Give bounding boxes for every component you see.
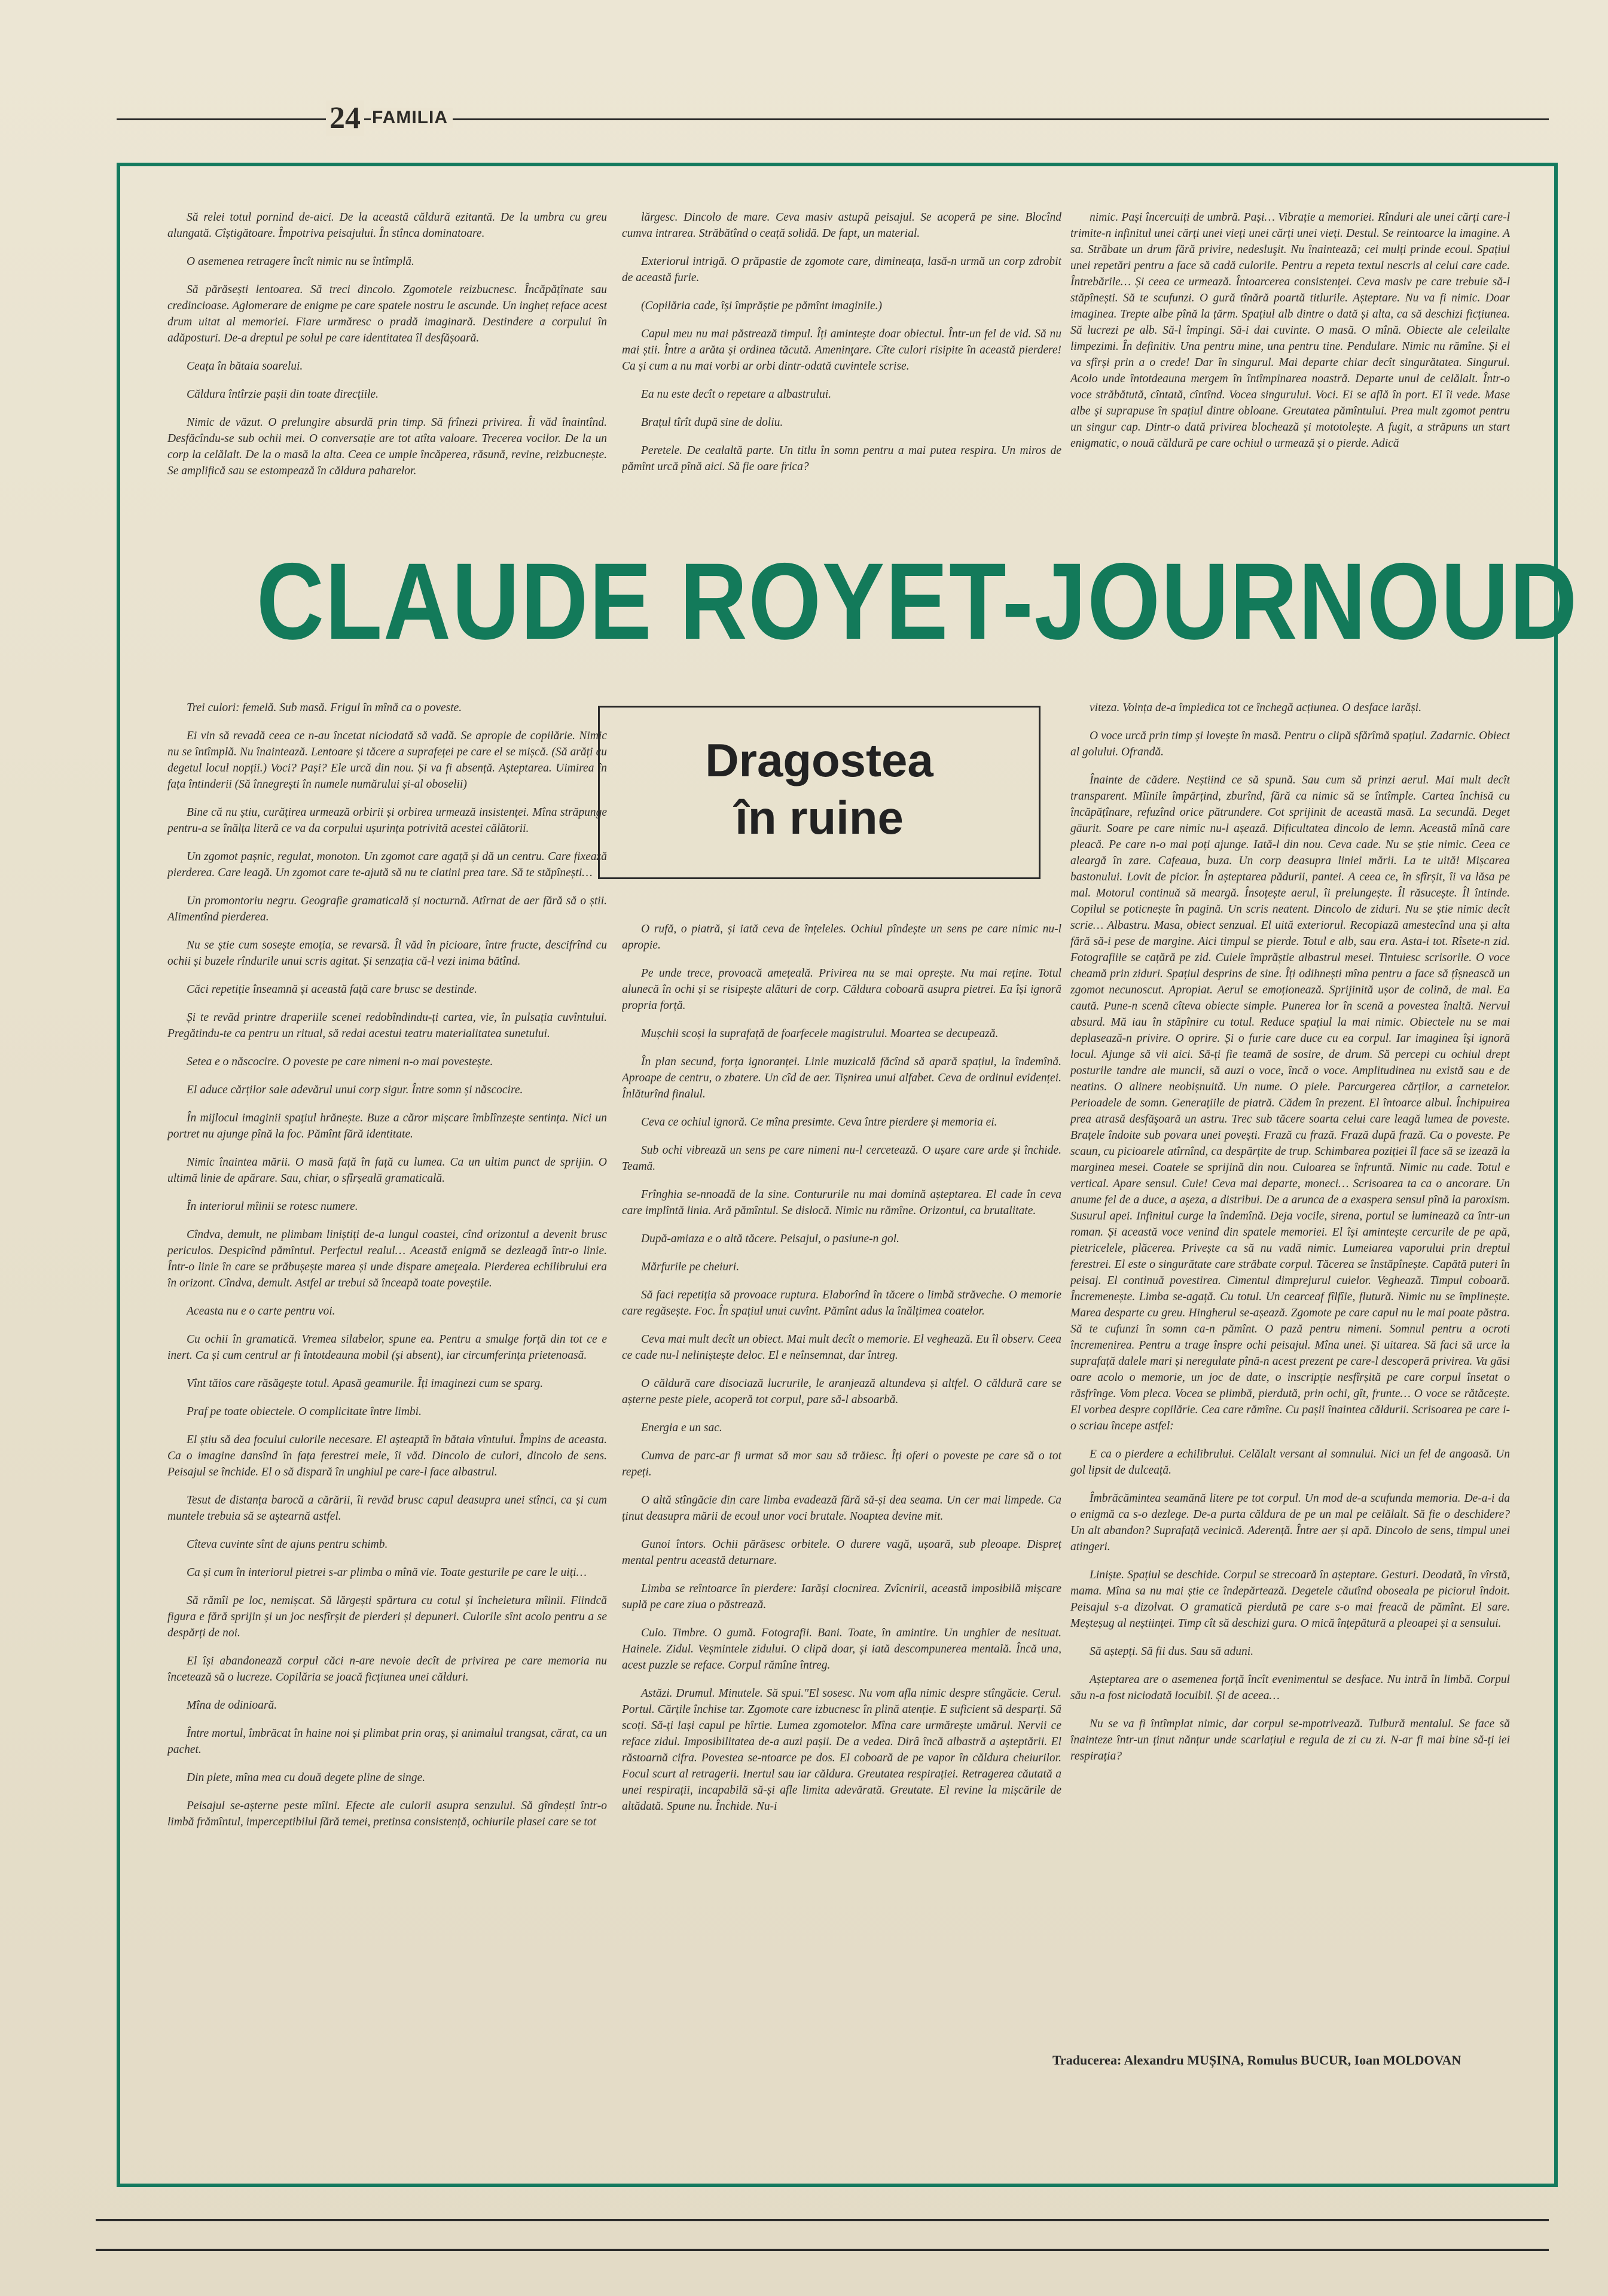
paragraph: Nimic înaintea mării. O masă față în față cu lumea. Ca un ultim punct de sprijin. O ultimă linie de apărare. Sau, chiar, o sfîrșeală gramaticală. <box>167 1156 607 1185</box>
paragraph: (Copilăria cade, își împrăștie pe pămînt imaginile.) <box>641 300 882 312</box>
paragraph: După-amiaza e o altă tăcere. Peisajul, o pasiune-n gol. <box>641 1233 900 1245</box>
paragraph: Capul meu nu mai păstrează timpul. Îți amintește doar obiectul. Într-un fel de vid. Să nu mai știi. Între a arăta și ordinea tăcută. Ameninţare. Cîte culori risipite în această pierdere! Ca și cum a nu mai vorbi ar orbi dintr-odată cuvintele scrise. <box>622 328 1061 373</box>
paragraph: Exteriorul intrigă. O prăpastie de zgomote care, dimineața, lasă-n urmă un corp zdrobit de această furie. <box>622 255 1061 284</box>
paragraph: O asemenea retragere încît nimic nu se întîmplă. <box>187 255 414 268</box>
paragraph: Să părăsești lentoarea. Să treci dincolo. Zgomotele reizbucnesc. Încăpățînate sau credincioase. Aglomerare de enigme pe care spatele nostru le ascunde. Un ingheț reface acest drum uitat al memoriei. Fiare urmăresc o pradă imaginară. Destindere a corpului în adăposturi. De-a dreptul pe solul pe care identitatea îl desfășoară. <box>167 283 607 344</box>
paragraph: Să aștepți. Să fii dus. Sau să aduni. <box>1090 1645 1254 1658</box>
paragraph: Cu ochii în gramatică. Vremea silabelor, spune ea. Pentru a smulge forță din tot ce e inert. Ca și cum centrul ar fi întotdeauna mobil (și absent), iar circumferința prietenoasă. <box>167 1333 607 1362</box>
paragraph: viteza. Voința de-a împiedica tot ce închegă acțiunea. O desface iarăși. <box>1090 702 1422 714</box>
top-column-3 <box>1070 209 1510 520</box>
paragraph: Brațul tîrît după sine de doliu. <box>641 416 783 429</box>
paragraph: Pe unde trece, provoacă amețeală. Privirea nu se mai oprește. Nu mai reține. Totul alunecă în ochi și se risipește alături de corp. Căldura coboară asupra pietrei. Ea își ignoră propria forță. <box>622 967 1061 1012</box>
poem-title-line-1: Dragostea <box>705 734 933 786</box>
bottom-column-3 <box>1070 700 1510 2039</box>
page-number: 24 <box>326 100 364 136</box>
paragraph: Între mortul, îmbrăcat în haine noi și plimbat prin oraș, și animalul trangsat, cărat, ca un pachet. <box>167 1727 607 1756</box>
paragraph: Peisajul se-așterne peste mîini. Efecte ale culorii asupra senzului. Să gîndești într-o limbă frămîntul, imperceptibilul fără temei, pretinsa consistență, ochiurile plasei care se tot <box>167 1800 607 1828</box>
journal-name: FAMILIA <box>371 108 453 128</box>
bottom-column-1 <box>167 700 607 2069</box>
paragraph: Ei vin să revadă ceea ce n-au încetat niciodată să vadă. Se apropie de copilărie. Nimic nu se întîmplă. Nu înaintează. Lentoare și tăcere a suprafeței pe care el se mișcă. (Să arăți cu degetul locul nopții.) Voci? Pași? Ele urcă din nou. Și va fi absență. Așteptarea. Uimirea în fața întinderii (Să înnegrești în numele numărului și-al oboselii) <box>167 730 607 791</box>
paragraph: El aduce cărților sale adevărul unui corp sigur. Între somn și născocire. <box>187 1084 523 1096</box>
author-title: CLAUDE ROYET-JOURNOUD <box>256 540 1579 662</box>
paragraph: Cumva de parc-ar fi urmat să mor sau să trăiesc. Îți oferi o poveste pe care să o tot repeți. <box>622 1450 1061 1478</box>
paragraph: Praf pe toate obiectele. O complicitate între limbi. <box>187 1405 422 1418</box>
paragraph: O rufă, o piatră, și iată ceva de înțeleles. Ochiul pîndește un sens pe care nimic nu-l apropie. <box>622 923 1061 952</box>
translation-credit: Traducerea: Alexandru MUȘINA, Romulus BUCUR, Ioan MOLDOVAN <box>1052 2053 1461 2068</box>
paragraph: Energia e un sac. <box>641 1422 722 1434</box>
paragraph: În interiorul mîinii se rotesc numere. <box>187 1200 358 1213</box>
paragraph: Să faci repetiția să provoace ruptura. Elaborînd în tăcere o limbă străveche. O memorie care regăsește. Foc. În spațiul unui cuvînt. Pămînt adus la înălțimea coatelor. <box>622 1289 1061 1318</box>
paragraph: Un zgomot pașnic, regulat, monoton. Un zgomot care agață și dă un centru. Care fixează pierderea. Care leagă. Un zgomot care te-ajută să nu te clatini prea tare. Să te stăpînești… <box>167 850 607 879</box>
paragraph: Gunoi întors. Ochii părăsesc orbitele. O durere vagă, ușoară, sub pleoape. Dispreț mental pentru această deturnare. <box>622 1538 1061 1567</box>
paragraph: Mușchii scoși la suprafață de foarfecele magistrului. Moartea se decupează. <box>641 1027 999 1040</box>
paragraph: Ea nu este decît o repetare a albastrului. <box>641 388 832 401</box>
paragraph: El își abandonează corpul căci n-are nevoie decît de privirea pe care memoria nu încetează să o lucreze. Copilăria se joacă ficțiunea unei călduri. <box>167 1655 607 1684</box>
top-column-2 <box>622 209 1061 520</box>
paragraph: O căldură care disociază lucrurile, le aranjează altundeva și altfel. O căldură care se așterne peste piele, acoperă tot corpul, pare să-l absoarbă. <box>622 1377 1061 1406</box>
paragraph: O voce urcă prin timp și lovește în masă. Pentru o clipă sfărîmă spațiul. Zadarnic. Obiect al golului. Ofrandă. <box>1070 730 1510 758</box>
bottom-column-2 <box>622 921 1061 2093</box>
paragraph: O altă stîngăcie din care limba evadează fără să-și dea seama. Un cer mai limpede. Ca ținut deasupra mării de ecoul unor voci brutale. Noaptea devine mit. <box>622 1494 1061 1523</box>
poem-title-line-2: în ruine <box>735 791 904 844</box>
paragraph: Un promontoriu negru. Geografie gramaticală și nocturnă. Atîrnat de aer fără să o știi. Alimentînd pierderea. <box>167 895 607 923</box>
top-column-1 <box>167 209 607 520</box>
paragraph: Să rămîi pe loc, nemișcat. Să lărgești spărtura cu cotul și încheietura mîinii. Fiindcă figura e fără sprijin și un joc nesfîrșit de pierderi și depuneri. Culorile sînt acolo pentru a se despărți de noi. <box>167 1594 607 1639</box>
paragraph: nimic. Pași încercuiți de umbră. Pași… Vibrație a memoriei. Rînduri ale unei cărți care-l trimite-n infinitul unei cărți unei vieți unei cărți unei vieți. Destul. Se reintoarce la imagine. A sa. Străbate un drum fără privire, nedesluşit. Nu înaintează; cei mulți prinde ecoul. Spațiul unei repetări pentru a face să cadă culorile. Pentru a repeta textul nescris al celui care cade. Întrebările… Și ceea ce urmează. Întoarcerea consistenței. Ceva masiv pe care trebuie să-l stăpînești. Să te scufunzi. O gură tînără poartă titlurile. Așteptare. Nu va fi nimic. Doar imaginea. Trepte albe pînă la țărm. Spațiul alb dintre o dată și alta, ca să deschizi ficțiunea. Să lucrezi pe alb. Să-l împingi. Să-i dai cuvinte. O masă. O mînă. Obiecte ale celeilalte limpezimi. În definitiv. Una pentru mine, una pentru tine. Pendulare. Nimic nu rămîne. Și el va sfîrși prin a o crede! Dar în singurul. Mai departe chiar decît singurătatea. Singurul. Acolo unde întotdeauna mergem în întîmpinarea noastră. Departe unul de celălalt. Într-o voce străbătută, cîntată, cîntînd. Vocea singurului. Voci. Ei se află în port. El îi vede. Mase albe și suprapuse în spațiul dintre obloane. Greutatea pămîntului. Prea mult zgomot pentru un singur cap. Dintr-o dată privirea blochează și mototolește. A fugit, a străpuns un start enigmatic, o nouă căldură pe care ochiul o urmează și o pierde. Adică <box>1070 211 1510 450</box>
paragraph: Bine că nu știu, curățirea urmează orbirii și orbirea urmează insistenței. Mîna străpunge pentru-a se înălța literă ce va da corpului ușurința potrivită acestei călătorii. <box>167 806 607 835</box>
paragraph: lărgesc. Dincolo de mare. Ceva masiv astupă peisajul. Se acoperă pe sine. Blocînd cumva intrarea. Străbătînd o ceață solidă. De fapt, un material. <box>622 211 1061 240</box>
paragraph: Cîndva, demult, ne plimbam liniștiți de-a lungul coastei, cînd orizontul a devenit brusc periculos. Despicînd pămîntul. Perfectul realul… Această enigmă se dezleagă într-o linie. Într-o linie în care se prăbușește marea și unde dispare ameţeala. Pierderea echilibrului era în orizont. Cîndva, demult. Astfel ar trebui să înceapă toate poveștile. <box>167 1228 607 1289</box>
paragraph: Astăzi. Drumul. Minutele. Să spui."El sosesc. Nu vom afla nimic despre stîngăcie. Cerul. Portul. Cărțile închise tar. Zgomote care izbucnesc în plină atenție. E suficient să desparți. Să scoți. Să-ți lași capul pe hîrtie. Lumea zgomotelor. Mîna care urmărește umărul. Nervii ce reface zidul. Imposibilitatea de-a auzi pașii. De a vedea. Dirâ încă albastră a așteptării. El răstoarnă cifra. Povestea se-ntoarce pe dos. El coboară de pe vapor în căldura cheiurilor. Focul scurt al retragerii. Inertul sau iar căldura. Greutatea respirației. Retragerea căutată a unei respirații, incapabilă să-și afle limita adevărată. Greutate. El revine la mișcările de altădată. Spune nu. Închide. Nu-i <box>622 1687 1061 1813</box>
paragraph: Cîteva cuvinte sînt de ajuns pentru schimb. <box>187 1538 388 1551</box>
paragraph: Ceva mai mult decît un obiect. Mai mult decît o memorie. El veghează. Eu îl observ. Ceea ce cade nu-l neliniștește deloc. El e neînsemnat, dar întreg. <box>622 1333 1061 1362</box>
paragraph: Nimic de văzut. O prelungire absurdă prin timp. Să frînezi privirea. Îi văd înaintînd. Desfăcîndu-se sub ochii mei. O conversație are tot atîta valoare. Trecerea vocilor. De la un corp la celălalt. De la o masă la alta. Ceea ce umple încăperea, răsună, revine, reizbucnește. Se amplifică sau se estompează în căldura paharelor. <box>167 416 607 477</box>
paragraph: Liniște. Spațiul se deschide. Corpul se strecoară în așteptare. Gesturi. Deodată, în vîrstă, mama. Mîna sa nu mai știe ce îndepărtează. Degetele căutînd oboseala pe piciorul îndoit. Peisajul s-a dizolvat. O gramatică pierdută pe care s-o mai freacă de pămînt. El sare. Meșteșug al neștiinței. Timp cît să deschizi gura. O mică înțepătură a pleoapei și a sensului. <box>1070 1569 1510 1630</box>
paragraph: Nu se va fi întîmplat nimic, dar corpul se-mpotrivează. Tulbură mentalul. Se face să înainteze într-un ținut nănțur unde scarlațiul e regula de zi cu zi. N-ar fi mai bine să-ți iei respirația? <box>1070 1718 1510 1763</box>
paragraph: Limba se reîntoarce în pierdere: Iarăși clocnirea. Zvîcnirii, această imposibilă mișcare suplă pe care ziua o păstrează. <box>622 1582 1061 1611</box>
paragraph: El știu să dea focului culorile necesare. El așteaptă în bătaia vîntului. Împins de aceasta. Ca o imagine dansînd în fața ferestrei mele, îi văd. Dincolo de culori, dincolo de sens. Peisajul se închide. El o să dispară în unghiul pe care-l face albastrul. <box>167 1434 607 1478</box>
paragraph: Sub ochi vibrează un sens pe care nimeni nu-l cercetează. O ușare care arde și închide. Teamă. <box>622 1144 1061 1173</box>
paragraph: Setea e o născocire. O poveste pe care nimeni n-o mai povestește. <box>187 1056 493 1068</box>
paragraph: Tesut de distanța barocă a cărării, îi revăd brusc capul deasupra unei stînci, ca și cum muntele trebuia să se aştearnă astfel. <box>167 1494 607 1523</box>
paragraph: Ceva ce ochiul ignoră. Ce mîna presimte. Ceva între pierdere și memoria ei. <box>641 1116 997 1129</box>
paragraph: În plan secund, forța ignoranței. Linie muzicală făcînd să apară spațiul, la îndemînă. Aproape de centru, o zbatere. Un cîd de aer. Tișnirea unui alfabet. Ceva de ordinul evidenței. Înlăturînd finalul. <box>622 1056 1061 1100</box>
paragraph: Înainte de cădere. Neștiind ce să spună. Sau cum să prinzi aerul. Mai mult decît transparent. Mîinile împărțind, zburînd, fără ca nimic să se întîmple. Cartea închisă cu încăpățînare, refuzînd orice pătrundere. Cot sprijinit de această masă. La secundă. Deget gäurit. Soare pe care nimic nu-l așează. Dificultatea dincolo de lemn. Această mînă care pleacă. Pe care n-o mai poți ajunge. Iată-l din nou. Ceva cade. Nu se știe nimic. Ceea ce aleargă în zare. Cafeaua, buza. Un corp deasupra liniei mării. La te uită! Mișcarea bastonului. Lovit de picior. În așteptarea pădurii, pantei. A ceea ce, în sfîrșit, îi va lăsa pe mal. Motorul continuă să meargă. Însoțește aerul, îi prelungește. Îl răsucește. Îl întinde. Copilul se poticnește în pagină. Un scris neatent. Dincolo de ziduri. Nu se știe nimic decît scrie… Albastru. Masa, obiect senzual. El uită exteriorul. Recopiază amestecînd una și alta fără să-i pese de margine. Aici timpul se pierde. Totul e alb, sau era. Asta-i tot. Rîsete-n zid. Fotografiile se cațără pe zid. Cuiele împrăștie albastrul mesei. Tintuiesc scrisorile. O voce cheamă prin ziduri. Spațiul desprins de sine. Îți odihnești mîna pentru a face să țîșnească un zgomot necunoscut. Apropiat. Aerul se emoționează. Sprijinită ușor de colină, de mal. Ea caută. Pune-n scenă cîteva obiecte simple. Punerea lor în scenă a povestea înaltă. Nervul absurd. Mă iau în stăpînire cu totul. Reduce spațiul la mai nimic. Obiectele nu se mai deplasează-n privire. O oprire. Și o furie care duce cu ea corpul. Iar imaginea își ignoră locul. Ajunge să vii aici. Să-ți fie teamă de sosire, de drum. Să percepi cu ochiul drept posturile tandre ale muncii, să auzi o voce, încă o voce. Amplitudinea nu există sau e de neatins. O alinere neobișnuită. Un nume. O piele. Parcurgerea cărților, a carnetelor. Perioadele de somn. Generațiile de piatră. Cădem în prezent. El întoarce albul. Închipuirea prea atrasă desfăşoară un astru. Trec sub tăcere soarta celui care leagă lumea de poveste. Brațele îndoite sub povara unei povești. Frază cu frază. Frază după frază. Ca o poveste. Pe scaun, cu picioarele atîrnînd, ca despărțite de trup. Schimbarea poziției îl face să se izează la marginea mesei. Coatele se sprijină din nou. Culoarea se înfruntă. Nimic nu cade. Totul e vertical. Apare sensul. Cuie! Ceva mai departe, moneci… Scrisoarea ta ca o ancorare. Un anume fel de a duce, a așeza, a distribui. De a arunca de a exaspera sensul pînă la paroxism. Susurul apei. Infinitul curge la îndemînă. Deja vocile, sirena, portul se luminează ca într-un roman. Și această voce venind din spatele memoriei. El își amintește cercurile de pe apă, pietricelele, plăcerea. Privește ca să nu vadă nimic. Lumeiarea vaporului prin dreptul ferestrei. El este o singurătate care străbate corpul. Tăcerea se înstăpînește. Capătă puteri în peisaj. El continuă povestirea. Cimentul dimprejurul cuielor. Veghează. Timpul coboară. Încremenește. Limba se-agață. Cu totul. Un cearceaf fîlfîie, flutură. Nimic nu se împlinește. Marea desparte cu greu. Hingherul se-așează. Zgomote pe care capul nu le mai poate păstra. Să te cufunzi în somn ca-n pămînt. O pază pentru nimeni. Somnul pentru a ocroti încremenirea. Pentru a trage înspre ochi peisajul. Mîna unei. Și uitarea. Să faci să urce la suprafață dalele mari și neregulate pînă-n acest prezent pe care-l descoperă privirea. Va găsi oare acolo o memorie, un joc de date, o inscripție nesfîrșită pe care corpul însetat o răsfrînge. Vom pleca. Vocea se plimbă, pierdută, prin ochi, gît, frunte… O voce se rătăcește. El vorbea despre copilărie. Cea care rămîne. Cu pașii înaintea căldurii. Scrisoarea pe care i-o scriau începe astfel: <box>1070 774 1510 1432</box>
footer-rule-2 <box>96 2249 1549 2251</box>
paragraph: Nu se știe cum sosește emoția, se revarsă. Îl văd în picioare, între fructe, descifrînd cu ochii și buzele rîndurile unui scris agitat. Și senzația că-l vezi inima bătînd. <box>167 939 607 968</box>
paragraph: Ca și cum în interiorul pietrei s-ar plimba o mînă vie. Toate gesturile pe care le uiți… <box>187 1566 587 1579</box>
paragraph: Vînt tăios care răsăgește totul. Apasă geamurile. Îți imaginezi cum se sparg. <box>187 1377 544 1390</box>
paragraph: Peretele. De cealaltă parte. Un titlu în somn pentru a mai putea respira. Un miros de pămînt urcă pînă aici. Să fie oare frica? <box>622 444 1061 473</box>
page-header <box>117 100 1549 136</box>
paragraph: Să relei totul pornind de-aici. De la această căldură ezitantă. De la umbra cu greu alungată. Cîștigătoare. Împotriva peisajului. În stînca dominatoare. <box>167 211 607 240</box>
paragraph: Trei culori: femelă. Sub masă. Frigul în mînă ca o poveste. <box>187 702 462 714</box>
paragraph: Mîna de odinioară. <box>187 1699 277 1712</box>
footer-rule-1 <box>96 2219 1549 2221</box>
paragraph: Din plete, mîna mea cu două degete pline de singe. <box>187 1771 426 1784</box>
paragraph: Aceasta nu e o carte pentru voi. <box>187 1305 335 1318</box>
paragraph: Mărfurile pe cheiuri. <box>641 1261 740 1273</box>
poem-title-box <box>598 706 1041 879</box>
paragraph: Îmbrăcămintea seamănă litere pe tot corpul. Un mod de-a scufunda memoria. De-a-i da o enigmă ca s-o dezlege. De-a purta căldura de pe un mal pe celălalt. Să fie o deschidere? Un alt abandon? Suprafață vecinică. Aderență. Între aer și apă. Dincolo de sens, timpul unei atingeri. <box>1070 1492 1510 1553</box>
paragraph: Căci repetiție înseamnă și această față care brusc se destinde. <box>187 983 477 996</box>
paragraph: E ca o pierdere a echilibrului. Celălalt versant al somnului. Nici un fel de angoasă. Un gol lipsit de dulceață. <box>1070 1448 1510 1477</box>
paragraph: Căldura întîrzie pașii din toate direcțiile. <box>187 388 379 401</box>
paragraph: Frînghia se-nnoadă de la sine. Contururile nu mai domină așteptarea. El cade în ceva care implîntă linia. Ară pămîntul. Se dislocă. Nimic nu rămîne. Orizontul, ca brutalitate. <box>622 1188 1061 1217</box>
paragraph: Și te revăd printre draperiile scenei redobîndindu-ți cartea, vie, în pulsația cuvîntului. Pregătindu-te ca pentru un ritual, să redai acestui teatru materialitatea sunetului. <box>167 1011 607 1040</box>
paragraph: Culo. Timbre. O gumă. Fotografii. Bani. Toate, în amintire. Un unghier de nesituat. Hainele. Zidul. Veșmintele zidului. O clipă doar, și iată descompunerea mentală. Încă una, acest puzzle se reface. Corpul rămîne întreg. <box>622 1627 1061 1672</box>
paragraph: Ceața în bătaia soarelui. <box>187 360 303 373</box>
paragraph: Așteptarea are o asemenea forță încît evenimentul se desface. Nu intră în limbă. Corpul său n-a fost niciodată locuibil. Și de aceea… <box>1070 1673 1510 1702</box>
paragraph: În mijlocul imaginii spațiul hrănește. Buze a căror mișcare îmblînzește sentința. Nici un portret nu ajunge pînă la foc. Pămînt fără identitate. <box>167 1112 607 1141</box>
